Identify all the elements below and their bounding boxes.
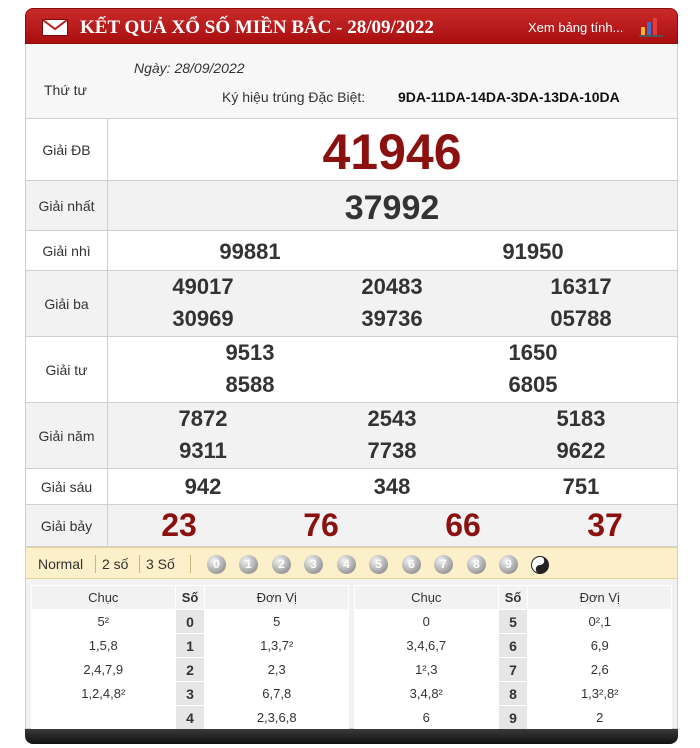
prize-table bbox=[25, 119, 678, 547]
prize-number: 23 bbox=[161, 507, 197, 543]
prize-label: Giải nhì bbox=[26, 231, 108, 270]
prize-number: 37992 bbox=[344, 189, 440, 227]
prize-number-special: 41946 bbox=[322, 124, 462, 180]
table-row bbox=[32, 706, 349, 730]
prize-number: 8588 bbox=[225, 372, 275, 397]
digit-0-button[interactable]: 0 bbox=[207, 555, 226, 574]
tab-divider bbox=[190, 555, 191, 573]
prize-row-tu bbox=[25, 337, 678, 403]
so-cell: 5 bbox=[498, 610, 528, 634]
col-header-chuc: Chục bbox=[32, 586, 176, 610]
prize-number: 39736 bbox=[361, 306, 423, 331]
widget-header bbox=[25, 8, 678, 44]
donvi-cell: 2,6 bbox=[528, 658, 672, 682]
so-cell: 3 bbox=[175, 682, 205, 706]
table-row bbox=[355, 658, 672, 682]
stats-table-left bbox=[31, 585, 349, 730]
prize-number: 1650 bbox=[508, 340, 558, 365]
widget-footer bbox=[25, 729, 678, 744]
digit-5-button[interactable]: 5 bbox=[369, 555, 388, 574]
prize-number: 5183 bbox=[556, 406, 606, 431]
tab-2-so[interactable]: 2 số bbox=[102, 556, 129, 572]
digit-7-button[interactable]: 7 bbox=[434, 555, 453, 574]
chuc-cell bbox=[32, 706, 176, 730]
donvi-cell: 1,3²,8² bbox=[528, 682, 672, 706]
prize-number: 16317 bbox=[550, 274, 612, 299]
chuc-cell: 5² bbox=[32, 610, 176, 634]
col-header-so: Số bbox=[498, 586, 528, 610]
weekday-label: Thứ tư bbox=[44, 82, 87, 98]
chuc-cell: 1,5,8 bbox=[32, 634, 176, 658]
prize-number: 91950 bbox=[502, 239, 564, 264]
prize-row-nam bbox=[25, 403, 678, 469]
prize-number: 76 bbox=[303, 507, 339, 543]
draw-date: Ngày: 28/09/2022 bbox=[134, 60, 245, 76]
table-row bbox=[355, 634, 672, 658]
tab-divider bbox=[95, 555, 96, 573]
donvi-cell: 2,3 bbox=[205, 658, 349, 682]
stats-table-right bbox=[354, 585, 672, 730]
prize-label: Giải sáu bbox=[26, 469, 108, 504]
chuc-cell: 6 bbox=[355, 706, 499, 730]
digit-9-button[interactable]: 9 bbox=[499, 555, 518, 574]
prize-label: Giải năm bbox=[26, 403, 108, 468]
tab-3-so[interactable]: 3 Số bbox=[146, 556, 175, 572]
prize-number: 20483 bbox=[361, 274, 423, 299]
prize-label: Giải ĐB bbox=[26, 119, 108, 180]
digit-2-button[interactable]: 2 bbox=[272, 555, 291, 574]
col-header-chuc: Chục bbox=[355, 586, 499, 610]
table-row bbox=[355, 706, 672, 730]
special-code-label: Ký hiệu trúng Đặc Biệt: bbox=[222, 89, 366, 105]
prize-number: 2543 bbox=[367, 406, 417, 431]
prize-label: Giải tư bbox=[26, 337, 108, 402]
prize-number: 7738 bbox=[367, 438, 417, 463]
mail-icon bbox=[42, 19, 68, 36]
donvi-cell: 6,7,8 bbox=[205, 682, 349, 706]
prize-number: 7872 bbox=[178, 406, 228, 431]
table-row bbox=[32, 658, 349, 682]
prize-number: 9311 bbox=[179, 438, 227, 463]
prize-number: 30969 bbox=[172, 306, 234, 331]
donvi-cell: 1,3,7² bbox=[205, 634, 349, 658]
prize-number: 942 bbox=[184, 474, 222, 499]
prize-number: 9622 bbox=[556, 438, 606, 463]
chuc-cell: 3,4,8² bbox=[355, 682, 499, 706]
so-cell: 7 bbox=[498, 658, 528, 682]
donvi-cell: 0²,1 bbox=[528, 610, 672, 634]
digit-3-button[interactable]: 3 bbox=[304, 555, 323, 574]
col-header-donvi: Đơn Vị bbox=[205, 586, 349, 610]
chuc-cell: 3,4,6,7 bbox=[355, 634, 499, 658]
chuc-cell: 0 bbox=[355, 610, 499, 634]
lottery-widget bbox=[25, 8, 678, 744]
chuc-cell: 1²,3 bbox=[355, 658, 499, 682]
prize-number: 348 bbox=[373, 474, 411, 499]
calc-table-link[interactable]: Xem bảng tính... bbox=[528, 20, 624, 35]
number-filter-bar bbox=[25, 547, 678, 579]
loto-stats bbox=[25, 579, 678, 729]
prize-label: Giải bảy bbox=[26, 505, 108, 546]
so-cell: 6 bbox=[498, 634, 528, 658]
draw-info bbox=[25, 44, 678, 119]
prize-row-ba bbox=[25, 271, 678, 337]
so-cell: 1 bbox=[175, 634, 205, 658]
tab-divider bbox=[139, 555, 140, 573]
prize-row-sau bbox=[25, 469, 678, 505]
prize-row-nhi bbox=[25, 231, 678, 271]
table-row bbox=[32, 682, 349, 706]
table-row bbox=[32, 610, 349, 634]
yin-yang-icon[interactable] bbox=[531, 556, 549, 574]
prize-number: 6805 bbox=[508, 372, 558, 397]
digit-8-button[interactable]: 8 bbox=[467, 555, 486, 574]
prize-number: 99881 bbox=[219, 239, 281, 264]
digit-6-button[interactable]: 6 bbox=[402, 555, 421, 574]
digit-4-button[interactable]: 4 bbox=[337, 555, 356, 574]
chuc-cell: 2,4,7,9 bbox=[32, 658, 176, 682]
table-row bbox=[355, 610, 672, 634]
prize-number: 49017 bbox=[172, 274, 234, 299]
so-cell: 2 bbox=[175, 658, 205, 682]
table-row bbox=[355, 682, 672, 706]
prize-label: Giải ba bbox=[26, 271, 108, 336]
so-cell: 9 bbox=[498, 706, 528, 730]
prize-number: 9513 bbox=[225, 340, 275, 365]
page-title: KẾT QUẢ XỔ SỐ MIỀN BẮC - 28/09/2022 bbox=[80, 17, 434, 38]
prize-row-bay bbox=[25, 505, 678, 547]
col-header-donvi: Đơn Vị bbox=[528, 586, 672, 610]
so-cell: 0 bbox=[175, 610, 205, 634]
donvi-cell: 2 bbox=[528, 706, 672, 730]
tab-normal[interactable]: Normal bbox=[38, 556, 84, 572]
prize-number: 05788 bbox=[550, 306, 612, 331]
digit-1-button[interactable]: 1 bbox=[239, 555, 258, 574]
so-cell: 8 bbox=[498, 682, 528, 706]
donvi-cell: 5 bbox=[205, 610, 349, 634]
special-code-value: 9DA-11DA-14DA-3DA-13DA-10DA bbox=[398, 89, 620, 105]
chuc-cell: 1,2,4,8² bbox=[32, 682, 176, 706]
so-cell: 4 bbox=[175, 706, 205, 730]
prize-label: Giải nhất bbox=[26, 181, 108, 230]
prize-number: 751 bbox=[562, 474, 600, 499]
bar-chart-icon[interactable] bbox=[639, 15, 663, 37]
col-header-so: Số bbox=[175, 586, 205, 610]
prize-row-db bbox=[25, 119, 678, 181]
prize-number: 37 bbox=[587, 507, 623, 543]
donvi-cell: 6,9 bbox=[528, 634, 672, 658]
prize-number: 66 bbox=[445, 507, 481, 543]
table-row bbox=[32, 634, 349, 658]
donvi-cell: 2,3,6,8 bbox=[205, 706, 349, 730]
prize-row-nhat bbox=[25, 181, 678, 231]
